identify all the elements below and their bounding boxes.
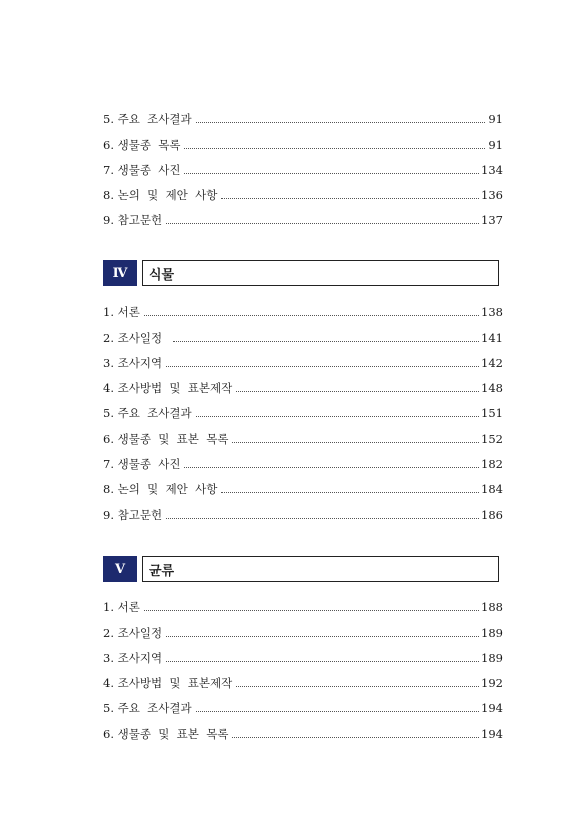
toc-entry[interactable] bbox=[103, 665, 503, 690]
toc-entry[interactable] bbox=[103, 589, 503, 614]
toc-entry-label: 6. 생물종 및 표본 목록 bbox=[103, 431, 229, 446]
toc-entry[interactable] bbox=[103, 471, 503, 496]
toc-entry-label: 2. 조사일정 bbox=[103, 625, 163, 640]
toc-entry-page: 138 bbox=[481, 305, 503, 320]
dot-leader bbox=[166, 636, 479, 637]
toc-entry-page: 152 bbox=[481, 431, 503, 446]
toc-entry-page: 137 bbox=[481, 213, 503, 228]
toc-entry-page: 141 bbox=[481, 330, 503, 345]
toc-entry-label: 1. 서론 bbox=[103, 600, 140, 615]
chapter-number-badge: Ⅴ bbox=[103, 556, 137, 582]
chapter-header-4 bbox=[103, 260, 499, 286]
dot-leader bbox=[236, 391, 479, 392]
toc-entry-label: 6. 생물종 및 표본 목록 bbox=[103, 726, 229, 741]
dot-leader bbox=[236, 686, 479, 687]
chapter-title: 균류 bbox=[142, 556, 499, 582]
toc-entry[interactable] bbox=[103, 420, 503, 445]
toc-entry[interactable] bbox=[103, 294, 503, 319]
dot-leader bbox=[232, 737, 479, 738]
toc-entry[interactable] bbox=[103, 446, 503, 471]
toc-entry-page: 194 bbox=[481, 726, 503, 741]
toc-entry[interactable] bbox=[103, 101, 503, 126]
toc-entry-label: 5. 주요 조사결과 bbox=[103, 701, 192, 716]
toc-entry-page: 134 bbox=[481, 162, 503, 177]
toc-entry[interactable] bbox=[103, 496, 503, 521]
chapter-title: 식물 bbox=[142, 260, 499, 286]
toc-entry-page: 189 bbox=[481, 625, 503, 640]
toc-entry-label: 3. 조사지역 bbox=[103, 355, 163, 370]
toc-entry-page: 186 bbox=[481, 507, 503, 522]
toc-entry[interactable] bbox=[103, 202, 503, 227]
toc-entry[interactable] bbox=[103, 319, 503, 344]
toc-entry-label: 8. 논의 및 제안 사항 bbox=[103, 482, 218, 497]
toc-entry[interactable] bbox=[103, 614, 503, 639]
toc-entry-label: 3. 조사지역 bbox=[103, 650, 163, 665]
toc-entry-page: 136 bbox=[481, 188, 503, 203]
toc-entry-label: 4. 조사방법 및 표본제작 bbox=[103, 676, 233, 691]
toc-list-section-3-continued bbox=[103, 101, 503, 227]
toc-entry[interactable] bbox=[103, 370, 503, 395]
toc-entry-page: 192 bbox=[481, 676, 503, 691]
toc-entry[interactable] bbox=[103, 152, 503, 177]
toc-entry[interactable] bbox=[103, 345, 503, 370]
toc-entry[interactable] bbox=[103, 126, 503, 151]
toc-entry-label: 1. 서론 bbox=[103, 305, 140, 320]
toc-list-chapter-4 bbox=[103, 294, 503, 522]
chapter-number-badge: Ⅳ bbox=[103, 260, 137, 286]
toc-entry[interactable] bbox=[103, 640, 503, 665]
toc-entry-label: 7. 생물종 사진 bbox=[103, 457, 181, 472]
toc-entry-page: 91 bbox=[488, 137, 503, 152]
toc-entry-page: 91 bbox=[488, 112, 503, 127]
dot-leader bbox=[166, 661, 479, 662]
chapter-header-5 bbox=[103, 556, 499, 582]
dot-leader bbox=[184, 467, 479, 468]
toc-entry-label: 9. 참고문헌 bbox=[103, 213, 163, 228]
dot-leader bbox=[232, 442, 479, 443]
toc-entry-label: 9. 참고문헌 bbox=[103, 507, 163, 522]
toc-entry-page: 194 bbox=[481, 701, 503, 716]
dot-leader bbox=[196, 416, 479, 417]
toc-entry[interactable] bbox=[103, 177, 503, 202]
toc-entry-label: 4. 조사방법 및 표본제작 bbox=[103, 381, 233, 396]
toc-entry[interactable] bbox=[103, 715, 503, 740]
toc-entry-label: 6. 생물종 목록 bbox=[103, 137, 181, 152]
dot-leader bbox=[166, 518, 479, 519]
toc-entry-page: 148 bbox=[481, 381, 503, 396]
toc-entry-label: 5. 주요 조사결과 bbox=[103, 406, 192, 421]
toc-entry-page: 151 bbox=[481, 406, 503, 421]
dot-leader bbox=[184, 148, 485, 149]
dot-leader bbox=[196, 711, 479, 712]
toc-entry-page: 182 bbox=[481, 457, 503, 472]
toc-entry-page: 142 bbox=[481, 355, 503, 370]
toc-list-chapter-5 bbox=[103, 589, 503, 741]
dot-leader bbox=[173, 341, 479, 342]
dot-leader bbox=[221, 198, 479, 199]
toc-entry-label: 7. 생물종 사진 bbox=[103, 162, 181, 177]
dot-leader bbox=[166, 223, 479, 224]
toc-entry-label: 5. 주요 조사결과 bbox=[103, 112, 192, 127]
dot-leader bbox=[221, 492, 479, 493]
toc-entry[interactable] bbox=[103, 395, 503, 420]
toc-entry-label: 2. 조사일정 bbox=[103, 330, 170, 345]
dot-leader bbox=[184, 173, 479, 174]
toc-entry-label: 8. 논의 및 제안 사항 bbox=[103, 188, 218, 203]
dot-leader bbox=[166, 366, 479, 367]
toc-entry-page: 189 bbox=[481, 650, 503, 665]
dot-leader bbox=[144, 315, 479, 316]
toc-entry-page: 188 bbox=[481, 600, 503, 615]
toc-entry[interactable] bbox=[103, 690, 503, 715]
dot-leader bbox=[144, 610, 479, 611]
dot-leader bbox=[196, 122, 485, 123]
toc-entry-page: 184 bbox=[481, 482, 503, 497]
